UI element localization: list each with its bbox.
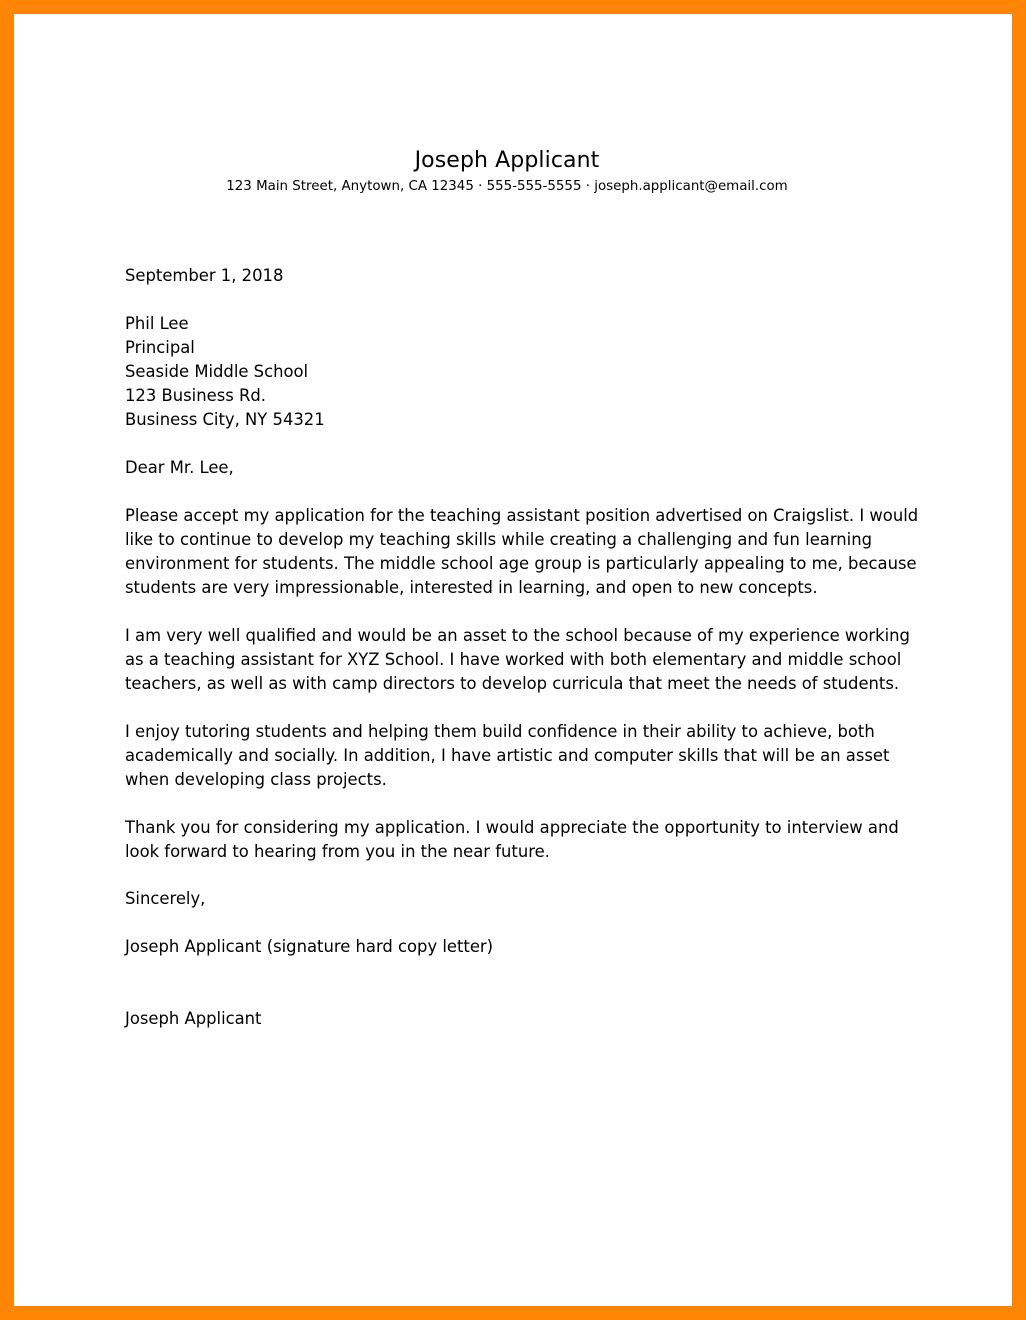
body-paragraph-4 [125,816,905,864]
paragraph-line: teachers, as well as with camp directors to develop curricula that meet the needs of students. [125,674,900,693]
recipient-title: Principal [125,338,195,357]
paragraph-line: Thank you for considering my application. I would appreciate the opportunity to interview and [125,818,899,837]
closing: Sincerely, [125,889,206,908]
recipient-organization: Seaside Middle School [125,362,309,381]
recipient-name: Phil Lee [125,314,189,333]
paragraph-line: I am very well qualified and would be an asset to the school because of my experience working [125,626,910,645]
salutation: Dear Mr. Lee, [125,458,234,477]
recipient-street: 123 Business Rd. [125,386,266,405]
paragraph-line: like to continue to develop my teaching skills while creating a challenging and fun learning [125,530,873,549]
recipient-city-state-zip: Business City, NY 54321 [125,410,325,429]
sender-contact-line: 123 Main Street, Anytown, CA 12345 · 555-555-5555 · joseph.applicant@email.com [226,179,788,194]
typed-name: Joseph Applicant [125,1009,262,1028]
paragraph-line: students are very impressionable, interested in learning, and open to new concepts. [125,578,818,597]
paragraph-line: look forward to hearing from you in the near future. [125,842,550,861]
signature-note: Joseph Applicant (signature hard copy letter) [125,937,494,956]
paragraph-line: Please accept my application for the teaching assistant position advertised on Craigslist. I would [125,506,919,525]
paragraph-line: when developing class projects. [125,770,387,789]
paragraph-line: as a teaching assistant for XYZ School. I have worked with both elementary and middle school [125,650,902,669]
paragraph-line: I enjoy tutoring students and helping them build confidence in their ability to achieve, both [125,722,875,741]
body-paragraph-1 [125,504,919,600]
sender-name: Joseph Applicant [414,148,600,173]
paragraph-line: environment for students. The middle school age group is particularly appealing to me, because [125,554,917,573]
paragraph-line: academically and socially. In addition, I have artistic and computer skills that will be an asset [125,746,890,765]
letter-date: September 1, 2018 [125,266,284,285]
body-paragraph-3 [125,720,905,792]
body-paragraph-2 [125,624,910,696]
